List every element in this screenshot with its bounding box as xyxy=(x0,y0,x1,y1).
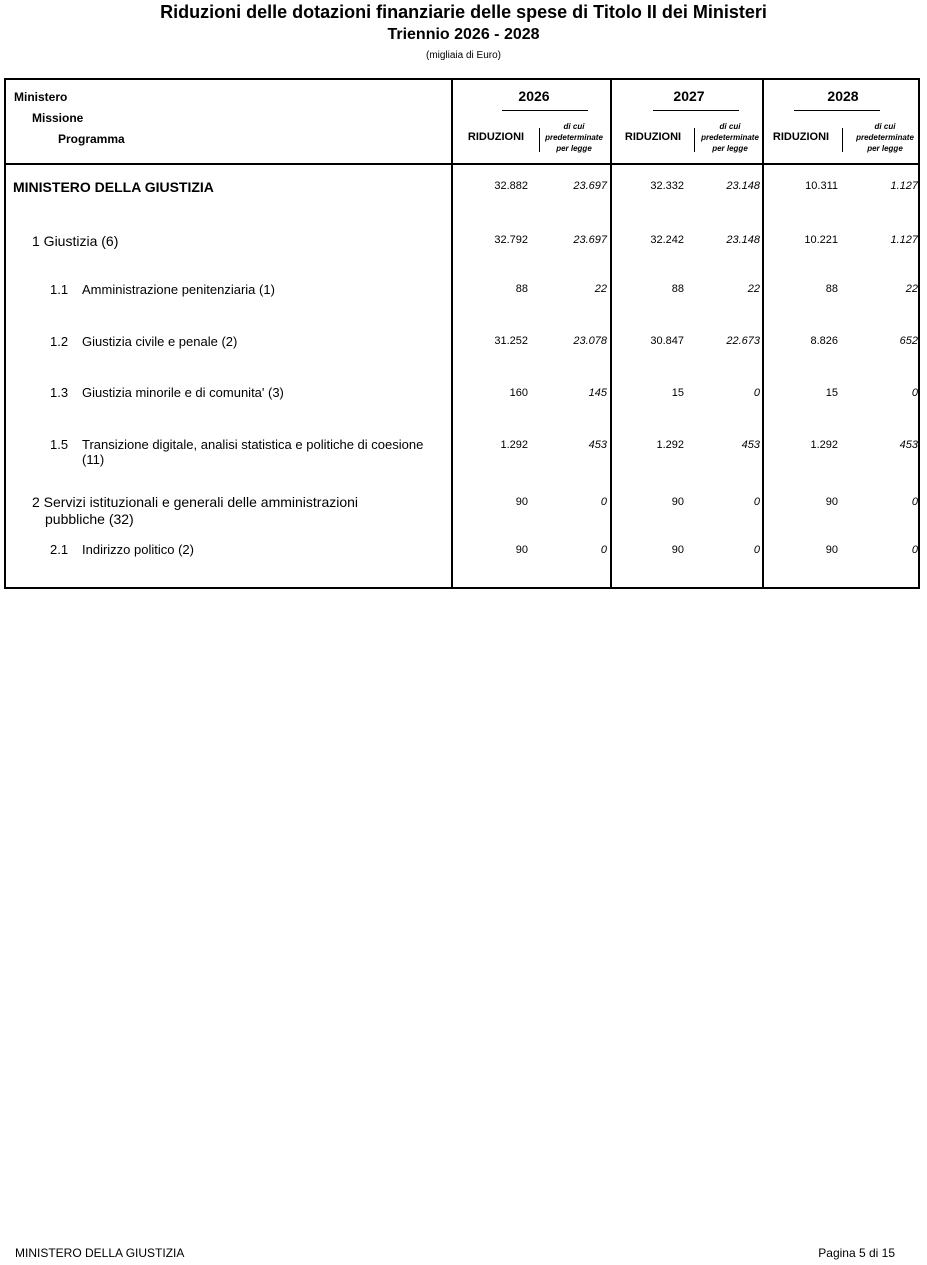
year-header-2026: 2026 xyxy=(518,88,550,104)
dicui-value: 0 xyxy=(753,544,760,556)
row-label-mission: 1 Giustizia (6) xyxy=(32,233,119,249)
riduzioni-value: 10.221 xyxy=(804,234,838,246)
dicui-value: 0 xyxy=(753,496,760,508)
column-divider xyxy=(451,78,453,589)
year-rule xyxy=(794,110,880,111)
dicui-value: 0 xyxy=(600,496,607,508)
row-label-programma: 1.2 Giustizia civile e penale (2) xyxy=(50,334,238,349)
page-title: Riduzioni delle dotazioni finanziarie delle spese di Titolo II dei Ministeri xyxy=(160,2,767,22)
year-rule xyxy=(653,110,739,111)
riduzioni-value: 15 xyxy=(825,387,838,399)
row-label-programma: 1.5 Transizione digitale, analisi statistica e politiche di coesione (11) xyxy=(50,437,424,467)
column-divider xyxy=(762,78,764,589)
dicui-value: 23.148 xyxy=(726,180,760,192)
dicui-header: di cui predeterminate per legge xyxy=(856,122,914,153)
dicui-value: 453 xyxy=(588,439,607,451)
dicui-header: di cui predeterminate per legge xyxy=(701,122,759,153)
riduzioni-header: RIDUZIONI xyxy=(467,131,525,143)
riduzioni-value: 32.882 xyxy=(494,180,528,192)
riduzioni-value: 160 xyxy=(509,387,528,399)
riduzioni-value: 88 xyxy=(825,283,838,295)
row-label-programma: 2.1 Indirizzo politico (2) xyxy=(50,542,194,557)
riduzioni-value: 90 xyxy=(671,496,684,508)
dicui-value: 22.673 xyxy=(726,335,760,347)
riduzioni-value: 8.826 xyxy=(810,335,838,347)
riduzioni-value: 88 xyxy=(515,283,528,295)
row-label-programma: 1.3 Giustizia minorile e di comunita' (3) xyxy=(50,385,284,400)
riduzioni-header: RIDUZIONI xyxy=(624,131,682,143)
dicui-value: 23.697 xyxy=(573,180,607,192)
dicui-value: 453 xyxy=(741,439,760,451)
riduzioni-value: 90 xyxy=(515,496,528,508)
year-rule xyxy=(502,110,588,111)
row-label-mission: 2 Servizi istituzionali e generali delle amministrazioni pubbliche (32) xyxy=(32,494,359,527)
dicui-value: 23.148 xyxy=(726,234,760,246)
dicui-value: 23.078 xyxy=(573,335,607,347)
page-subtitle: Triennio 2026 - 2028 xyxy=(387,26,540,43)
header-programma: Programma xyxy=(58,132,125,146)
dicui-value: 0 xyxy=(911,544,918,556)
riduzioni-value: 32.332 xyxy=(650,180,684,192)
year-header-2027: 2027 xyxy=(673,88,705,104)
dicui-value: 1.127 xyxy=(890,180,918,192)
dicui-value: 145 xyxy=(588,387,607,399)
riduzioni-value: 90 xyxy=(825,496,838,508)
riduzioni-value: 88 xyxy=(671,283,684,295)
footer-ministry: MINISTERO DELLA GIUSTIZIA xyxy=(15,1246,185,1260)
riduzioni-value: 90 xyxy=(825,544,838,556)
riduzioni-value: 31.252 xyxy=(494,335,528,347)
header-ministero: Ministero xyxy=(14,90,68,104)
dicui-value: 0 xyxy=(753,387,760,399)
riduzioni-value: 10.311 xyxy=(805,180,838,192)
header-missione: Missione xyxy=(32,111,84,125)
riduzioni-value: 15 xyxy=(671,387,684,399)
dicui-value: 22 xyxy=(905,283,918,295)
dicui-value: 652 xyxy=(899,335,918,347)
dicui-value: 1.127 xyxy=(890,234,918,246)
riduzioni-value: 1.292 xyxy=(500,439,528,451)
riduzioni-value: 90 xyxy=(671,544,684,556)
header-separator xyxy=(694,128,695,152)
dicui-value: 0 xyxy=(911,496,918,508)
riduzioni-value: 90 xyxy=(515,544,528,556)
dicui-value: 22 xyxy=(747,283,760,295)
unit-note: (migliaia di Euro) xyxy=(425,50,502,61)
riduzioni-value: 30.847 xyxy=(650,335,684,347)
year-header-2028: 2028 xyxy=(827,88,859,104)
footer-page-number: Pagina 5 di 15 xyxy=(818,1246,895,1260)
dicui-value: 22 xyxy=(594,283,607,295)
column-divider xyxy=(610,78,612,589)
riduzioni-value: 32.242 xyxy=(650,234,684,246)
riduzioni-header: RIDUZIONI xyxy=(772,131,830,143)
dicui-value: 0 xyxy=(911,387,918,399)
dicui-header: di cui predeterminate per legge xyxy=(545,122,603,153)
dicui-value: 0 xyxy=(600,544,607,556)
riduzioni-value: 1.292 xyxy=(656,439,684,451)
row-label-ministry: MINISTERO DELLA GIUSTIZIA xyxy=(13,179,214,195)
riduzioni-value: 32.792 xyxy=(494,234,528,246)
header-divider xyxy=(4,163,920,165)
riduzioni-value: 1.292 xyxy=(810,439,838,451)
dicui-value: 23.697 xyxy=(573,234,607,246)
row-label-programma: 1.1 Amministrazione penitenziaria (1) xyxy=(50,282,275,297)
header-separator xyxy=(842,128,843,152)
dicui-value: 453 xyxy=(899,439,918,451)
